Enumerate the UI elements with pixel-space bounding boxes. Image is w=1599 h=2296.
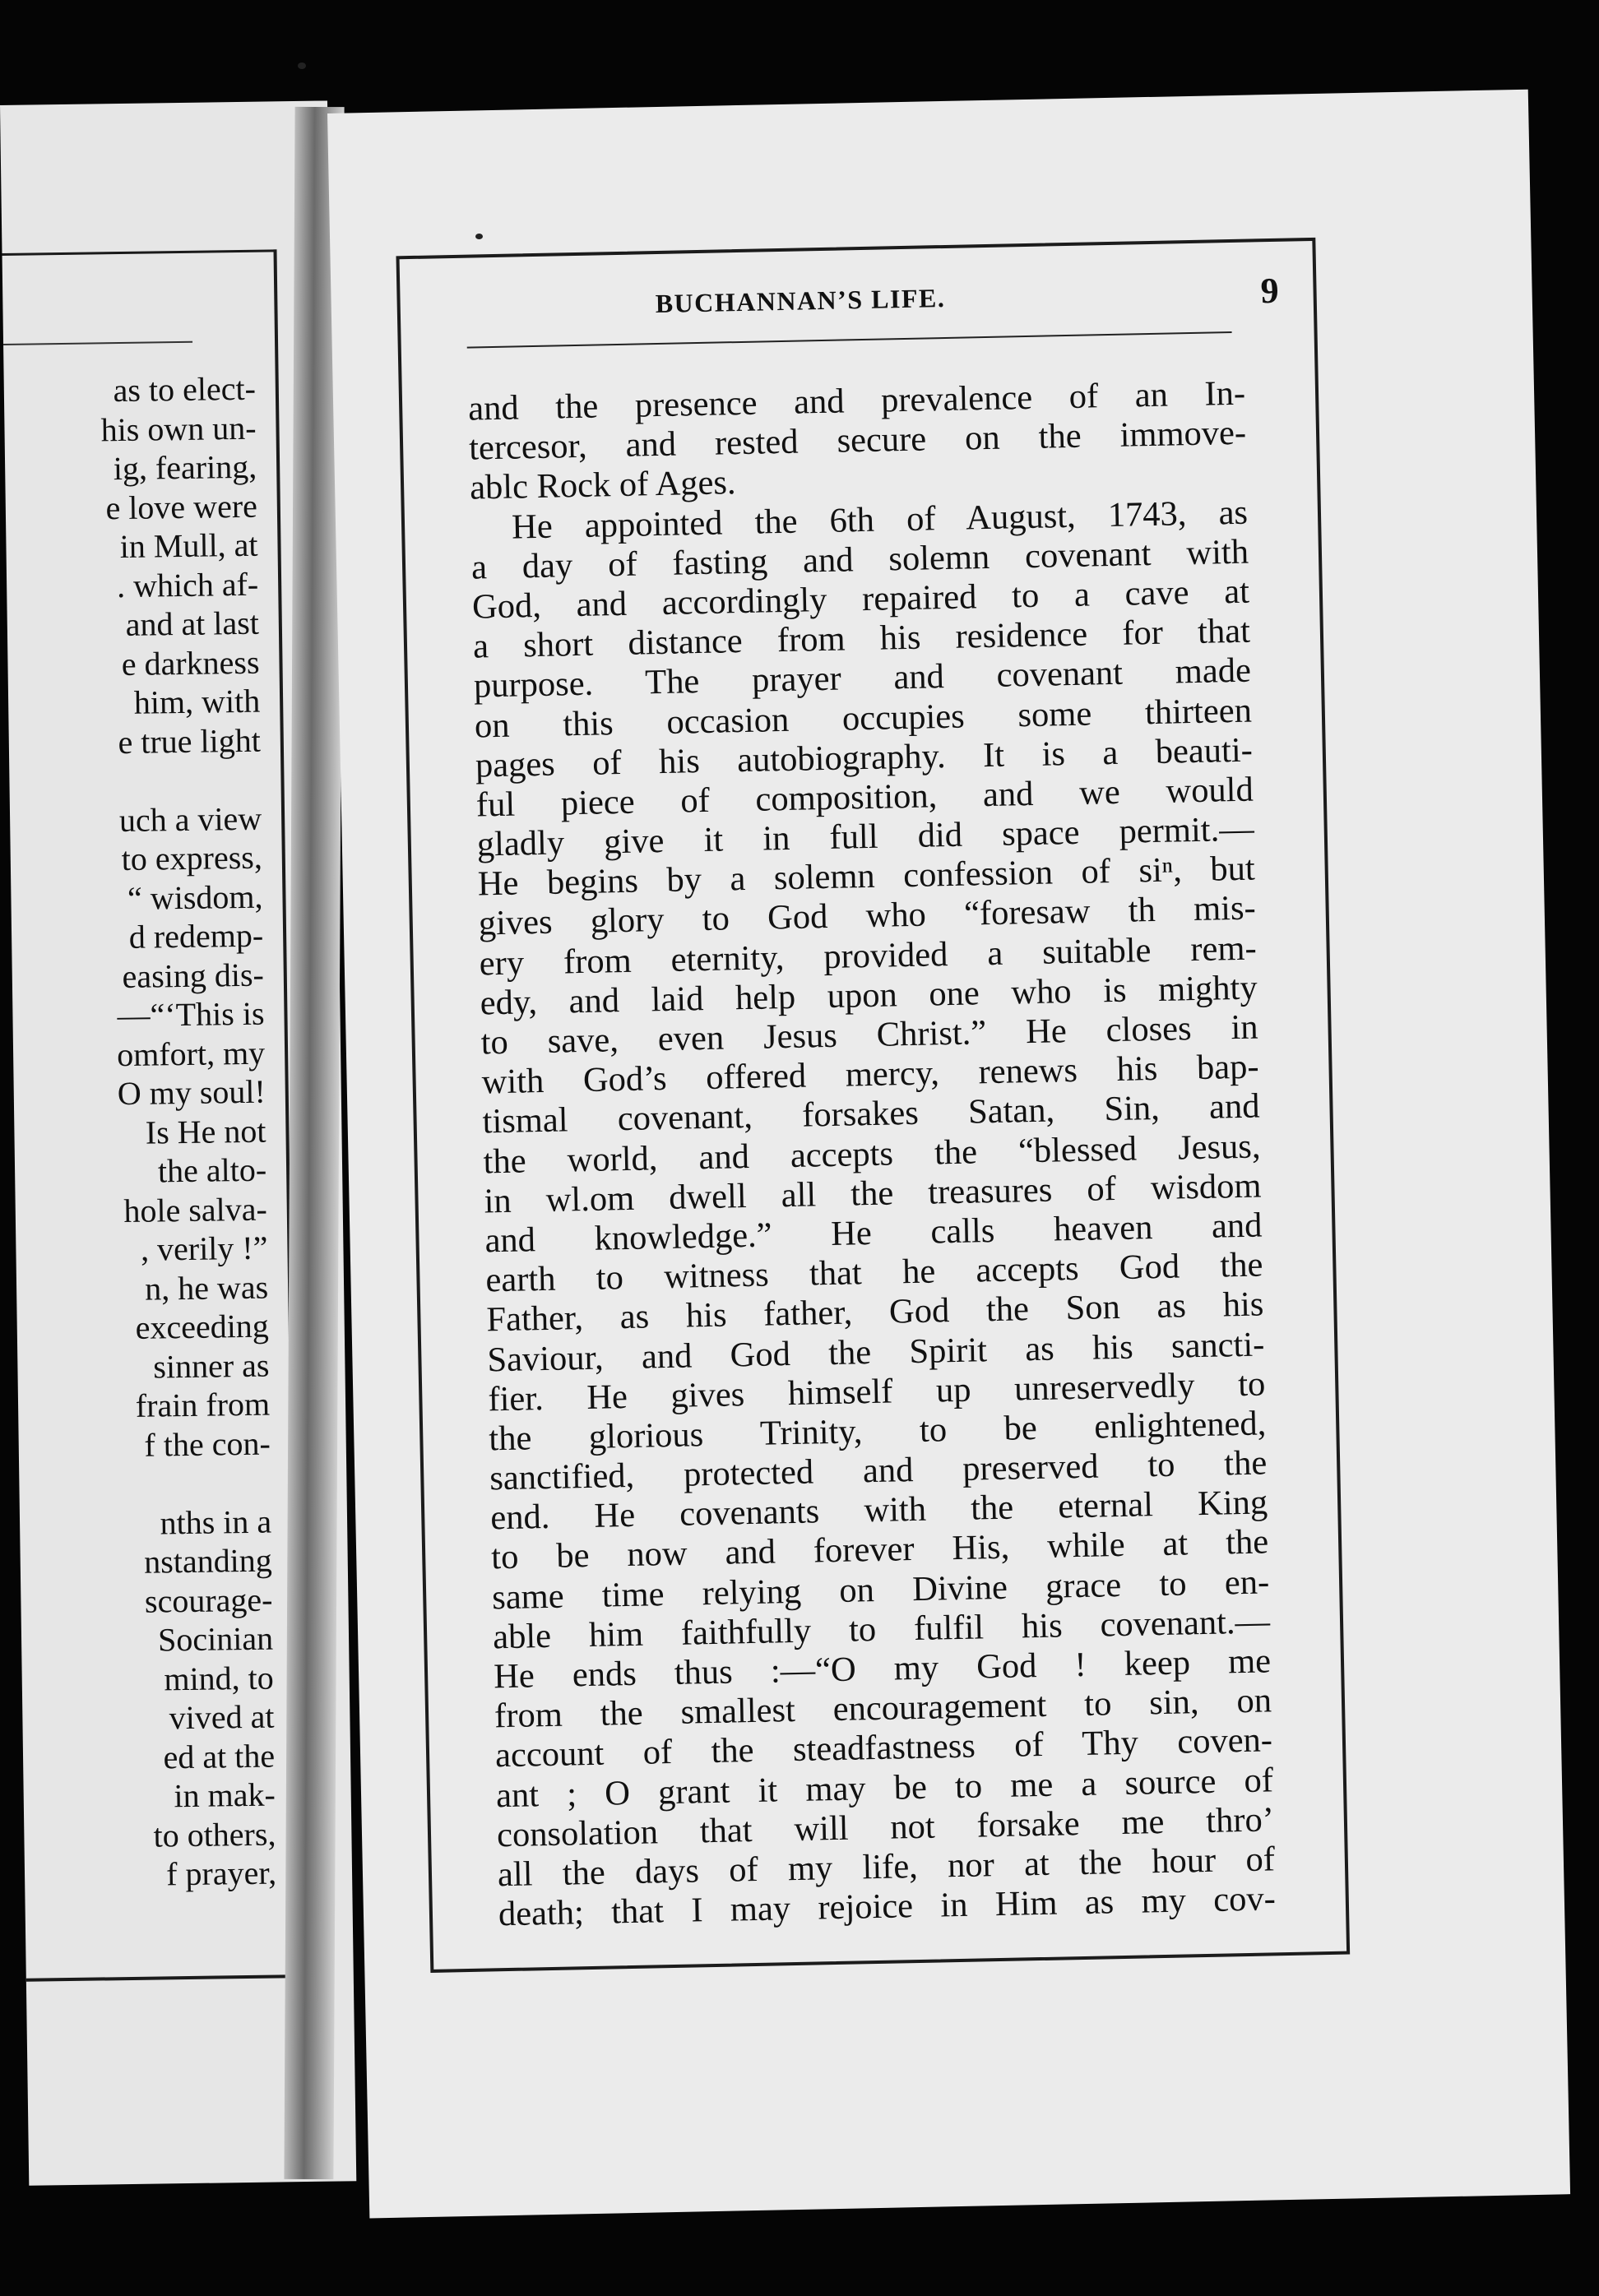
text-line: the glorious Trinity, to be enlightened, <box>488 1404 1267 1459</box>
left-text-line: e darkness <box>121 643 260 683</box>
text-line: ant ; O grant it may be to me a source of <box>495 1760 1274 1815</box>
left-text-line: “ wisdom, <box>127 877 263 917</box>
text-line: earth to witness that he accepts God the <box>485 1245 1263 1300</box>
left-text-line: e true light <box>118 721 262 761</box>
text-line: ablс Rock of Ages. <box>469 463 736 507</box>
left-text-line: uch a view <box>118 799 262 839</box>
left-text-line: nths in a <box>160 1502 272 1541</box>
text-line: from the smallest encouragement to sin, on <box>494 1681 1272 1736</box>
body-text <box>468 374 1277 1935</box>
left-text-line: scourage- <box>144 1581 273 1620</box>
text-line: to save, even Jesus Christ.” He closes in <box>480 1007 1258 1062</box>
text-line: tercesor, and rested secure on the immove- <box>468 413 1247 468</box>
text-line: death; that I may rejoice in Him as my cov- <box>498 1879 1277 1934</box>
left-text-line: Socinian <box>157 1619 274 1659</box>
left-text-line: n, he was <box>144 1268 269 1308</box>
left-text-line: e love were <box>105 487 258 526</box>
left-text-line <box>7 1463 271 1506</box>
left-text-line: Is He not <box>145 1112 266 1151</box>
text-line: a day of fasting and solemn covenant with <box>470 532 1249 587</box>
running-head: BUCHANNAN’S LIFE. <box>655 282 946 319</box>
text-line: the world, and accepts the “blessed Jesus, <box>483 1127 1261 1182</box>
left-text-line: easing dis- <box>122 956 265 995</box>
left-text-line: f the con- <box>144 1424 271 1464</box>
text-line: able him faithfully to fulfil his covenant.— <box>492 1602 1271 1657</box>
left-text-line: O my soul! <box>117 1072 266 1113</box>
text-line: and knowledge.” He calls heaven and <box>484 1206 1263 1261</box>
text-line: Saviour, and God the Spirit as his sancti- <box>486 1324 1265 1379</box>
text-line: gives glory to God who “foresaw th mis- <box>478 888 1257 943</box>
text-line: account of the steadfastness of Thy coven- <box>494 1720 1273 1775</box>
text-line: end. He covenants with the eternal King <box>489 1483 1268 1538</box>
left-text-line: as to elect- <box>113 369 257 410</box>
left-text-line: sinner as <box>153 1346 270 1386</box>
right-page <box>327 90 1570 2219</box>
left-text-line: to others, <box>153 1815 276 1854</box>
text-line: ful piece of composition, and we would <box>475 770 1254 825</box>
left-text-line: hole salva- <box>123 1190 268 1229</box>
left-text-line: frain from <box>135 1385 271 1424</box>
left-text-line: nstanding <box>143 1541 273 1581</box>
dust-speck <box>475 234 483 239</box>
text-line: consolation that will not forsake me thro’ <box>496 1800 1275 1855</box>
left-text-line: vived at <box>169 1697 275 1737</box>
left-text-line: —“‘This is <box>117 994 265 1035</box>
page-number: 9 <box>1260 270 1280 312</box>
text-line: fier. He gives himself up unreservedly to <box>487 1364 1266 1419</box>
text-line: purpose. The prayer and covenant made <box>473 650 1252 706</box>
text-line: in wl.om dwell all the treasures of wisdom <box>484 1166 1262 1221</box>
text-line: gladly give it in full did space permit.— <box>476 809 1255 864</box>
text-line: ery from eternity, provided a suitable rem- <box>479 928 1258 984</box>
page-header <box>400 270 1314 341</box>
left-text-line: his own un- <box>100 409 257 448</box>
dust-speck <box>298 62 306 69</box>
left-text-line: the alto- <box>157 1150 267 1190</box>
left-text-line <box>0 760 262 803</box>
text-line: all the days of my life, nor at the hour of <box>497 1840 1276 1895</box>
text-line: with God’s offered mercy, renews his bap- <box>481 1047 1259 1102</box>
text-line: He begins by a solemn confession of siⁿ, but <box>477 849 1256 904</box>
left-page-text <box>0 369 276 1896</box>
left-text-line: f prayer, <box>165 1854 277 1893</box>
left-text-line: ig, fearing, <box>113 447 257 488</box>
left-text-line: him, with <box>133 682 261 721</box>
text-line: Father, as his father, God the Son as his <box>486 1285 1264 1340</box>
text-line: He ends thus :—“O my God ! keep me <box>493 1641 1272 1697</box>
left-text-line: in Mull, at <box>119 525 258 566</box>
text-line: and the presence and prevalence of an In- <box>467 373 1246 428</box>
text-line: same time relying on Divine grace to en- <box>491 1562 1270 1617</box>
text-line: a short distance from his residence for that <box>472 611 1251 666</box>
left-text-line: . which af- <box>116 565 259 604</box>
left-text-line: ed at the <box>163 1737 276 1775</box>
left-text-line: mind, to <box>164 1659 275 1697</box>
left-text-line: , verily !” <box>140 1229 268 1268</box>
text-line: on this occasion occupies some thirteen <box>474 691 1253 746</box>
text-line: sanctified, protected and preserved to the <box>489 1443 1268 1498</box>
text-line: tismal covenant, forsakes Satan, Sin, and <box>482 1086 1260 1141</box>
text-line: edy, and laid help upon one who is mighty <box>480 968 1258 1023</box>
page-frame <box>396 238 1350 1973</box>
text-line: to be now and forever His, while at the <box>490 1522 1269 1577</box>
text-line: God, and accordingly repaired to a cave at <box>471 572 1250 627</box>
left-text-line: exceeding <box>135 1307 270 1346</box>
left-text-line: d redemp- <box>128 916 264 956</box>
left-text-line: omfort, my <box>116 1034 266 1073</box>
left-text-line: to express, <box>121 838 263 878</box>
left-text-line: in mak- <box>174 1775 276 1815</box>
text-line: pages of his autobiography. It is a beauti- <box>475 730 1254 785</box>
left-text-line: and at last <box>125 604 260 643</box>
text-line: He appointed the 6th of August, 1743, as <box>511 493 1249 547</box>
